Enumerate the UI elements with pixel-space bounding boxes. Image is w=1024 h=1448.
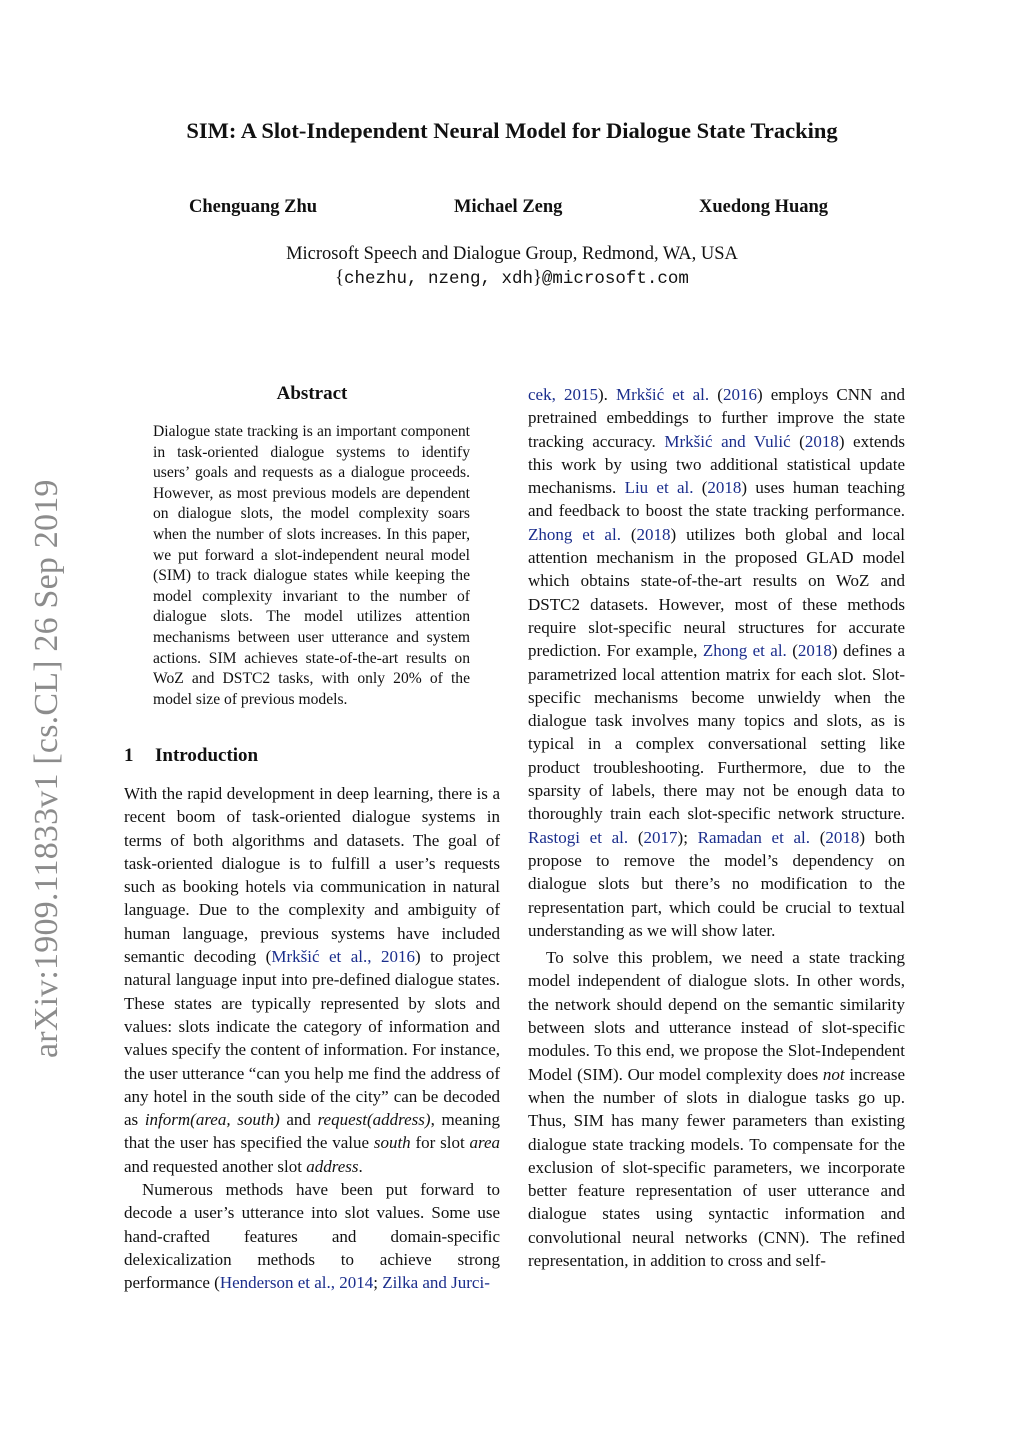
math-request: request(address) [317,1110,431,1130]
text-run: ( [790,431,805,451]
text-run: ( [786,641,798,661]
emphasis-address: address [306,1156,359,1176]
emphasis-not: not [822,1064,845,1084]
paper-title: SIM: A Slot-Independent Neural Model for Dialogue State Tracking [186,118,838,143]
text-run: Numerous methods have been put forward to decode a user’s utterance into slot values. Some use hand-crafted features and domain-specific delexicalization methods to achieve strong performance ( [124,1180,500,1293]
citation-year-link[interactable]: 2016 [722,385,757,404]
intro-paragraph-2-start [124,1178,500,1294]
citation-link[interactable]: Mrkšić and Vulić [664,431,791,451]
text-run: ). [597,385,616,404]
text-run: ) employs CNN and pretrained embeddings to further improve the state tracking accuracy. [528,385,905,451]
citation-year-link[interactable]: 2018 [825,827,860,847]
left-column [124,782,500,1295]
text-run: ) extends this work by using two additional statistical update mechanisms. [528,431,905,498]
text-run: ( [693,478,708,498]
text-run: ); [677,827,698,847]
text-run: ) to project natural language input into pre-defined dialogue states. These states are typically represented by slots and values: slots indicate the category of information and values specify the content of information. For instance, the user utterance “can you help me find the address of any hotel in the south side of the city” can be decoded as [124,947,500,1130]
arxiv-identifier-stamp: arXiv:1909.11833v1 [cs.CL] 26 Sep 2019 [28,479,65,1058]
emphasis-area: area [469,1133,501,1153]
text-run: and requested another slot [124,1156,307,1176]
intro-paragraph-3 [528,946,905,1272]
text-run: ) both propose to remove the model’s dependency on dialogue slots but there’s no modification to the representation part, which could be crucial to textual understanding as we will show later. [528,827,905,940]
citation-link-part2[interactable]: cek, 2015 [528,385,598,404]
text-run: ( [709,385,723,404]
text-run: ( [628,827,644,847]
text-run: ) uses human teaching and feedback to boost the state tracking performance. [528,478,905,521]
section-title: Introduction [155,745,259,766]
author-2: Michael Zeng [454,197,563,217]
math-inform: inform(area, south) [144,1110,280,1130]
citation-link[interactable]: Ramadan et al. [697,827,811,847]
section-heading-introduction [124,745,258,767]
citation-year-link[interactable]: 2018 [707,478,742,498]
emphasis-south: south [373,1133,411,1153]
citation-link[interactable]: Henderson et al., 2014 [219,1273,374,1293]
intro-paragraph-2-continued [528,383,905,942]
citation-link[interactable]: Mrkšić et al., 2016 [271,947,415,967]
citation-link[interactable]: Zhong et al. [528,524,621,544]
citation-link[interactable]: Zhong et al. [702,641,787,661]
citation-year-link[interactable]: 2018 [797,641,832,661]
author-3: Xuedong Huang [699,197,829,217]
text-run: ( [620,524,637,544]
abstract-body: Dialogue state tracking is an important component in task-oriented dialogue systems to identify users’ goals and requests as a dialogue proceeds. However, as most previous models are dependent on dialogue slots, the model complexity soars when the number of slots increases. In this paper, we put forward a slot-independent neural model (SIM) to track dialogue states while keeping the model complexity invariant to the number of dialogue slots. The model utilizes attention mechanisms between user utterance and system actions. SIM achieves state-of-the-art results on WoZ and DSTC2 tasks, with only 20% of the model size of previous models. [153,423,470,708]
section-number: 1 [124,745,134,766]
email-usernames: chezhu, nzeng, xdh [343,269,533,289]
text-run: and [279,1110,318,1130]
text-run: ; [373,1273,383,1293]
author-1: Chenguang Zhu [189,197,318,217]
text-run: , meaning that the user has specified the value [124,1110,500,1153]
author-emails [0,268,1024,289]
citation-link[interactable]: Rastogi et al. [528,827,629,847]
text-run: increase when the number of slots in dialogue tasks go up. Thus, SIM has many fewer parameters than existing dialogue state tracking models. To compensate for the exclusion of slot-specific parameters, we incorporate better feature representation of user utterance and dialogue states using syntactic information and convolutional neural networks (CNN). The refined representation, in addition to cross and self- [528,1064,905,1270]
citation-year-link[interactable]: 2017 [643,827,678,847]
text-run: To solve this problem, we need a state tracking model independent of dialogue slots. In other words, the network should depend on the semantic similarity between slots and utterance instead of slot-specific modules. To this end, we propose the Slot-Independent Model (SIM). Our model complexity does [528,948,905,1084]
email-brace-close: } [533,268,542,288]
affiliation: Microsoft Speech and Dialogue Group, Redmond, WA, USA [286,244,738,264]
citation-link[interactable]: Mrkšić et al. [615,385,710,404]
text-run: . [358,1156,363,1176]
text-run: ) defines a parametrized local attention matrix for each slot. Slot-specific mechanisms become unwieldy when the dialogue task involves many topics and slots, as is typical in a complex conversational setting like product troubleshooting. Furthermore, due to the sparsity of labels, there may not be enough data to thoroughly train each slot-specific network structure. [528,641,905,824]
citation-year-link[interactable]: 2018 [636,524,671,544]
citation-link-part1[interactable]: Zilka and Jurci- [382,1273,490,1293]
text-run: With the rapid development in deep learning, there is a recent boom of task-oriented dialogue systems in terms of both algorithms and datasets. The goal of task-oriented dialogue is to fulfill a user’s requests such as booking hotels via communication in natural language. Due to the complexity and ambiguity of human language, previous systems have included semantic decoding ( [124,784,500,967]
text-run: ) utilizes both global and local attention mechanism in the proposed GLAD model which obtains state-of-the-art results on WoZ and DSTC2 datasets. However, most of these methods require slot-specific neural structures for accurate prediction. For example, [528,524,906,661]
right-column [528,383,905,1272]
citation-year-link[interactable]: 2018 [804,431,839,451]
abstract-heading: Abstract [276,383,348,404]
citation-link[interactable]: Liu et al. [624,478,694,498]
email-brace-open: { [335,268,344,288]
text-run: ( [810,827,826,847]
intro-paragraph-1 [124,782,500,1178]
email-domain: @microsoft.com [541,269,689,289]
text-run: for slot [410,1133,470,1153]
